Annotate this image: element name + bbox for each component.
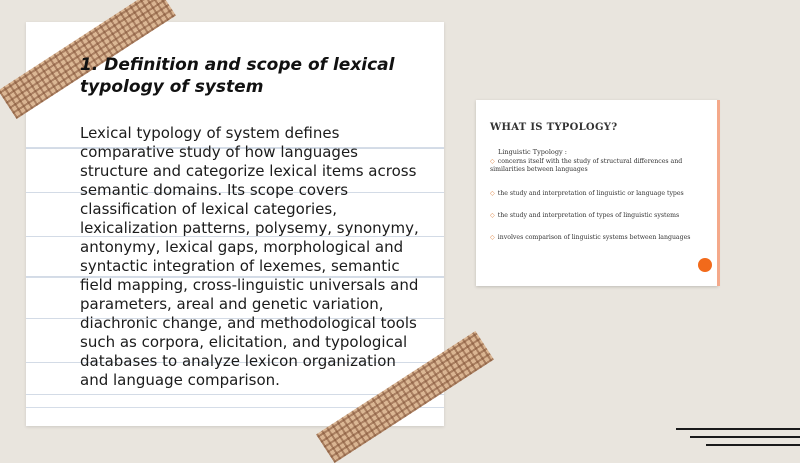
typology-slide (476, 100, 718, 286)
slide-bullet: ◇ the study and interpretation of linguistic or language types (490, 190, 684, 197)
bullet-marker-icon: ◇ (490, 234, 495, 241)
slide-bullet: ◇ concerns itself with the study of structural differences and similarities between languages (490, 158, 683, 173)
slide-title: WHAT IS TYPOLOGY? (490, 122, 618, 133)
slide-bullet: ◇ involves comparison of linguistic systems between languages (490, 234, 691, 241)
bullet-marker-icon: ◇ (490, 190, 495, 197)
section-body: Lexical typology of system defines comparative study of how languages structure and categorize lexical items across semantic domains. Its scope covers classification of lexical categories, lexicalization patterns, polysemy, synonymy, antonymy, lexical gaps, morphological and syntactic integration of lexemes, semantic field mapping, cross-linguistic universals and parameters, areal and genetic variation, diachronic change, and methodological tools such as corpora, elicitation, and typological databases to analyze lexicon organization and language comparison. (80, 124, 419, 389)
decorative-line (690, 436, 800, 438)
bullet-marker-icon: ◇ (490, 158, 495, 165)
bullet-marker-icon: ◇ (490, 212, 495, 219)
slide-accent-edge (717, 100, 720, 286)
orange-dot-icon (698, 258, 712, 272)
slide-bullet: ◇ the study and interpretation of types of linguistic systems (490, 212, 680, 219)
section-title: 1. Definition and scope of lexical typology of system (80, 55, 395, 97)
slide-subtitle: Linguistic Typology : (498, 148, 567, 156)
decorative-line (676, 428, 800, 430)
decorative-line (706, 444, 800, 446)
